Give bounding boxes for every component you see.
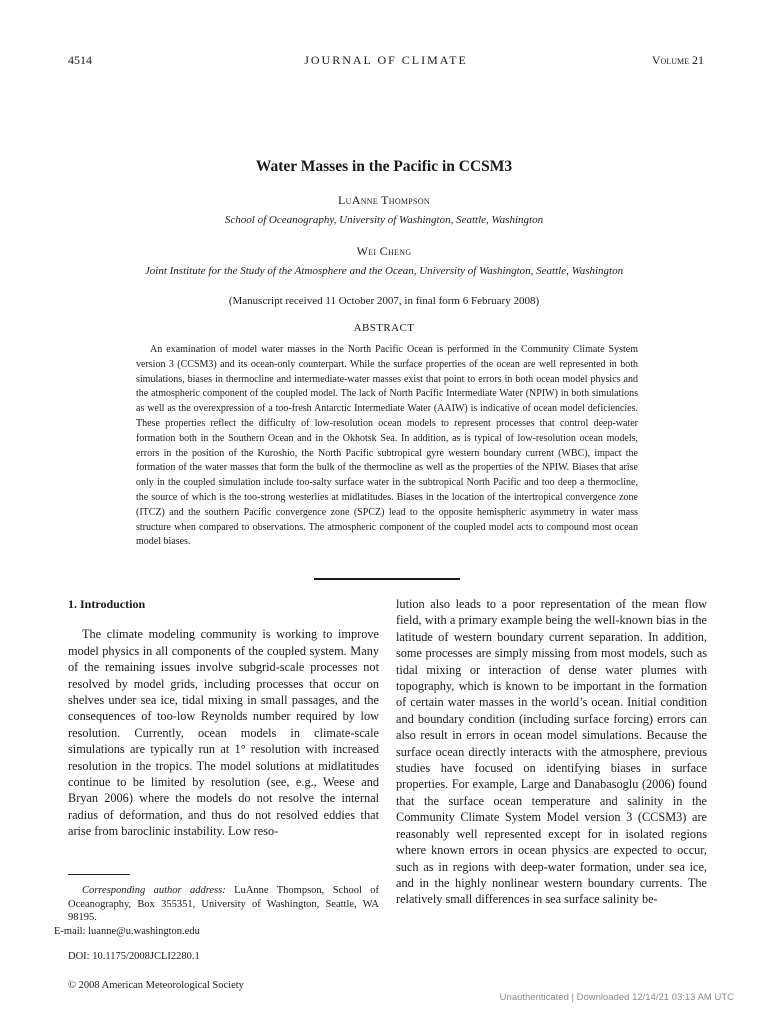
volume-label: Volume 21 xyxy=(651,53,704,67)
article-title: Water Masses in the Pacific in CCSM3 xyxy=(255,158,513,175)
section-divider xyxy=(314,578,460,580)
author-affiliation-2: Joint Institute for the Study of the Atmosphere and the Ocean, University of Washington, Seattle, Washington xyxy=(144,265,624,277)
section-heading: 1. Introduction xyxy=(68,597,146,611)
footnote xyxy=(54,884,379,938)
abstract-text: An examination of model water masses in the North Pacific Ocean is performed in the Community Climate System version 3 (CCSM3) and its ocean-only counterpart. While the surface properties of the ocean are well represented in both simulations, biases in thermocline and intermediate-water masses exist that point to errors in both ocean model physics and the atmospheric component of the coupled model. The lack of North Pacific Intermediate Water (NPIW) in both simulations as well as the overexpression of a too-fresh Antarctic Intermediate Water (AAIW) is indicative of ocean model deficiencies. These properties reflect the difficulty of low-resolution ocean models to represent processes that control deep-water formation both in the Southern Ocean and in the Okhotsk Sea. In addition, as is typical of low-resolution ocean models, errors in the position of the Kuroshio, the North Pacific subtropical gyre western boundary current (WBC), impact the formation of the water masses that form the bulk of the thermocline as well as the properties of the NPIW. Biases that arise only in the coupled simulation include too-salty surface water in the subtropical North Pacific and too deep a thermocline, the source of which is the too-strong westerlies at midlatitudes. Biases in the location of the intertropical convergence zone (ITCZ) and the southern Pacific convergence zone (SPCZ) lead to the opposite hemispheric asymmetry in water mass structure when compared to observations. The atmospheric component of the coupled model acts to compound most ocean model biases. xyxy=(136,344,638,548)
journal-name: JOURNAL OF CLIMATE xyxy=(304,53,468,67)
right-column xyxy=(396,596,707,908)
footnote-label: Corresponding author address: xyxy=(82,885,226,896)
copyright: © 2008 American Meteorological Society xyxy=(68,980,244,991)
author-affiliation-1: School of Oceanography, University of Washington, Seattle, Washington xyxy=(224,214,544,226)
manuscript-dates: (Manuscript received 11 October 2007, in final form 6 February 2008) xyxy=(228,295,540,307)
doi: DOI: 10.1175/2008JCLI2280.1 xyxy=(68,951,200,962)
footnote-email: E-mail: luanne@u.washington.edu xyxy=(54,925,200,937)
footnote-address: LuAnne Thompson, School of Oceanography, Box 355351, University of Washington, Seattle, WA 98195. xyxy=(68,885,379,923)
footnote-rule xyxy=(68,874,130,875)
running-header xyxy=(68,53,704,69)
author-name-1: LuAnne Thompson xyxy=(338,193,430,207)
body-paragraph-right: lution also leads to a poor representation of the mean flow field, with a primary example being the well-known bias in the latitude of western boundary current separation. In addition, some processes are simply missing from most models, such as tidal mixing or interaction of dense water plumes with topography, which is known to be important in the formation of certain water masses in the world’s ocean. Initial condition and boundary condition (including surface forcing) errors can also result in errors in ocean model simulations. Because the surface ocean directly interacts with the atmosphere, previous studies have focused on identifying biases in surface properties. For example, Large and Danabasoglu (2006) found that the surface ocean temperature and salinity in the Community Climate System Model version 3 (CCSM3) are reasonably well represented except for in isolated regions where known errors in ocean physics are expected to occur, such as in regions with deep-water formation, under sea ice, and in the highly nonlinear western boundary currents. The relatively small differences in sea surface salinity be- xyxy=(396,597,707,907)
author-name-2: Wei Cheng xyxy=(356,244,412,258)
body-paragraph-left: The climate modeling community is working to improve model physics in all components of the coupled system. Many of the remaining issues involve subgrid-scale processes not resolved by model grids, including processes that occur on shelves under sea ice, tidal mixing in small passages, and the consequences of too-low Reynolds number required by low resolution. Currently, ocean models in climate-scale simulations are typically run at 1° resolution with increased resolution in the tropics. The model solutions at midlatitudes continue to be limited by resolution (see, e.g., Weese and Bryan 2006) where the models do not resolve the internal radius of deformation, and thus do not resolved eddies that arise from baroclinic instability. Low reso- xyxy=(68,627,379,839)
download-watermark: Unauthenticated | Downloaded 12/14/21 03:13 AM UTC xyxy=(499,992,734,1003)
page-number: 4514 xyxy=(68,53,92,67)
left-column xyxy=(68,596,379,840)
abstract-heading: ABSTRACT xyxy=(353,322,415,334)
